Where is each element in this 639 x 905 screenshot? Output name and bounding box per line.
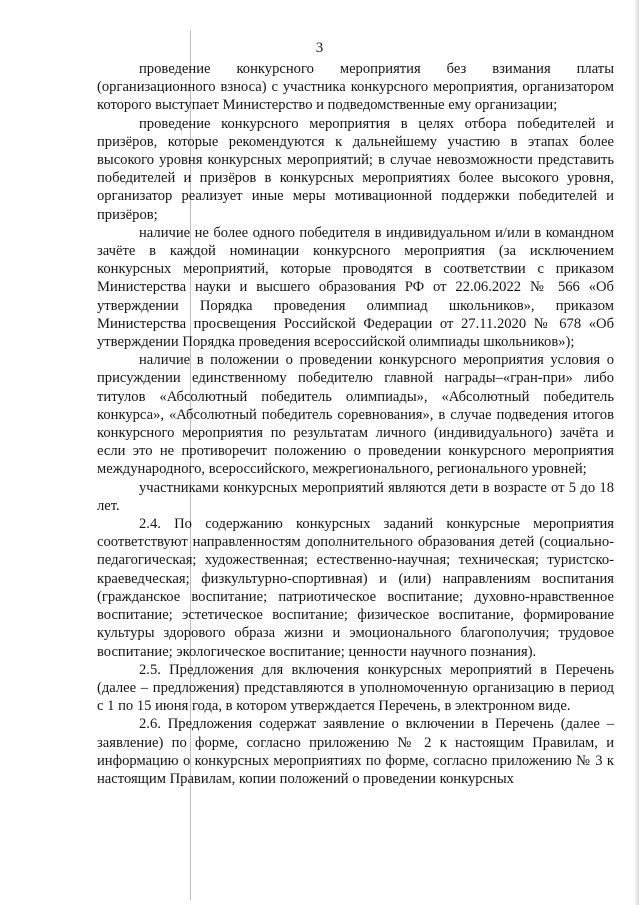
document-body	[97, 60, 614, 788]
scan-edge-shadow	[634, 0, 639, 905]
paragraph-section-2-6: 2.6. Предложения содержат заявление о включении в Перечень (далее – заявление) по форме, согласно приложению № 2 к настоящим Правилам, и информацию о конкурсных мероприятиях по форме, согласно приложению № 3 к настоящим Правилам, копии положений о проведении конкурсных	[97, 716, 614, 787]
paragraph-section-2-4: 2.4. По содержанию конкурсных заданий конкурсные мероприятия соответствуют направленностям дополнительного образования детей (социально-педагогическая; художественная; естественно-научная; техническая; туристско-краеведческая; физкультурно-спортивная) и (или) направлениям воспитания (гражданское воспитание; патриотическое воспитание; духовно-нравственное воспитание; эстетическое воспитание; физическое воспитание, формирование культуры здорового образа жизни и эмоционального благополучия; трудовое воспитание; экологическое воспитание; ценности научного познания).	[97, 516, 614, 660]
paragraph-participant-age: участниками конкурсных мероприятий являются дети в возрасте от 5 до 18 лет.	[97, 479, 614, 514]
paragraph-winner-selection: проведение конкурсного мероприятия в целях отбора победителей и призёров, которые рекомендуются к дальнейшему участию в этапах более высокого уровня конкурсных мероприятий; в случае невозможности представить победителей и призёров в конкурсных мероприятиях более высокого уровня, организатор реализует иные меры мотивационной поддержки победителей и призёров;	[97, 115, 614, 223]
paragraph-single-winner: наличие не более одного победителя в индивидуальном и/или в командном зачёте в каждой номинации конкурсного мероприятия (за исключением конкурсных мероприятий, которые проводятся в соответствии с приказом Министерства науки и высшего образования РФ от 22.06.2022 № 566 «Об утверждении Порядка проведения олимпиад школьников», приказом Министерства просвещения Российской Федерации от 27.11.2020 № 678 «Об утверждении Порядка проведения всероссийской олимпиады школьников»);	[97, 224, 614, 351]
paragraph-free-participation: проведение конкурсного мероприятия без взимания платы (организационного взноса) с участника конкурсного мероприятия, организатором которого выступает Министерство и подведомственные ему организации;	[97, 61, 614, 114]
page-number: 3	[315, 40, 324, 56]
paragraph-grand-prix: наличие в положении о проведении конкурсного мероприятия условия о присуждении единственному победителю главной награды–«гран-при» либо титулов «Абсолютный победитель олимпиады», «Абсолютный победитель конкурса», «Абсолютный победитель соревнования», в случае подведения итогов конкурсного мероприятия по результатам личного (индивидуального) зачёта и если это не противоречит положению о проведении конкурсного мероприятия международного, всероссийского, межрегионального, регионального уровней;	[97, 352, 614, 478]
paragraph-section-2-5: 2.5. Предложения для включения конкурсных мероприятий в Перечень (далее – предложения) представляются в уполномоченную организацию в период с 1 по 15 июня года, в котором утверждается Перечень, в электронном виде.	[97, 661, 614, 715]
